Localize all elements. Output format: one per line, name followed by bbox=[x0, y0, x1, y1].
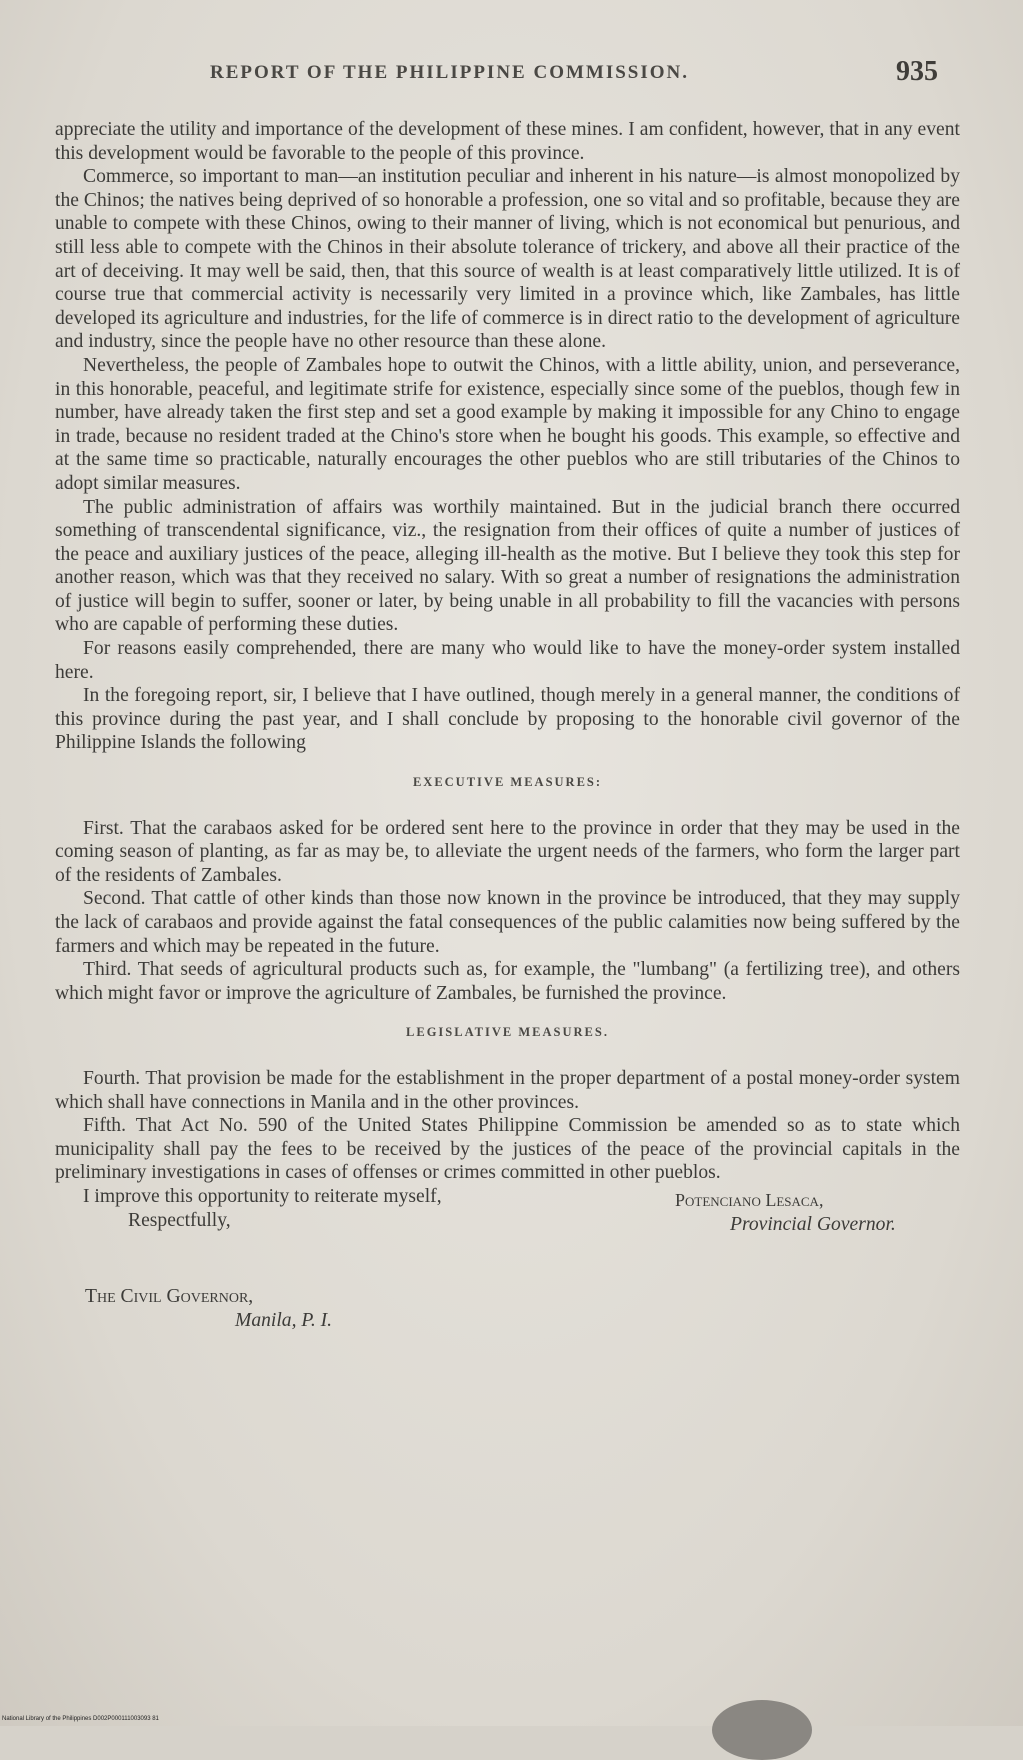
measure-item: Fifth. That Act No. 590 of the United States Philippine Commission be amended so as to state which municipality shall pay the fees to be received by the justices of the peace of the provincial capitals in the preliminary investigations in cases of offenses or crimes committed in other pueblos. bbox=[55, 1115, 960, 1184]
measure-item: Fourth. That provision be made for the establishment in the proper department of a postal money-order system which shall have connections in Manila and in the other provinces. bbox=[55, 1067, 960, 1113]
body-text bbox=[55, 118, 960, 1331]
running-header: REPORT OF THE PHILIPPINE COMMISSION. bbox=[210, 62, 690, 83]
page-number: 935 bbox=[896, 56, 938, 87]
measure-item: Third. That seeds of agricultural products such as, for example, the "lumbang" (a fertilizing tree), and others which might favor or improve the agriculture of Zambales, be furnished the province. bbox=[55, 959, 960, 1004]
signature bbox=[675, 1189, 995, 1236]
legislative-measures-heading: LEGISLATIVE MEASURES. bbox=[406, 1025, 609, 1040]
paragraph: Nevertheless, the people of Zambales hope to outwit the Chinos, with a little ability, union, and perseverance, in this honorable, peaceful, and legitimate strife for existence, especially since some of the pueblos, though few in number, have already taken the first step and set a good example by making it impossible for any Chino to engage in trade, because no resident traded at the Chino's store when he bought his goods. This example, so effective and at the same time so practicable, naturally encourages the other pueblos who are still tributaries of the Chinos to adopt similar measures. bbox=[55, 354, 960, 494]
closing-salutation: Respectfully, bbox=[128, 1209, 231, 1231]
paragraph: The public administration of affairs was worthily maintained. But in the judicial branch there occurred something of transcendental significance, viz., the resignation from their offices of quite a number of justices of the peace and auxiliary justices of the peace, alleging ill-health as the motive. But I believe they took this step for another reason, which was that they received no salary. With so great a number of resignations the administration of justice will begin to suffer, sooner or later, by being unable in all probability to fill the vacancies with persons who are capable of performing these duties. bbox=[55, 496, 960, 636]
paragraph: Commerce, so important to man—an institution peculiar and inherent in his nature—is almost monopolized by the Chinos; the natives being deprived of so honorable a profession, one so vital and so profitable, because they are unable to compete with these Chinos, owing to their manner of living, which is not economical but penurious, and still less able to compete with the Chinos in their absolute tolerance of trickery, and above all their practice of the art of deceiving. It may well be said, then, that this source of wealth is at least comparatively little utilized. It is of course true that commercial activity is necessarily very limited in a province which, like Zambales, has little developed its agriculture and industries, for the life of commerce is in direct ratio to the development of agriculture and industry, since the people have no other resource than these alone. bbox=[55, 166, 960, 353]
paragraph: appreciate the utility and importance of the development of these mines. I am confident, however, that in any event this development would be favorable to the people of this province. bbox=[55, 119, 960, 164]
closing bbox=[83, 1185, 603, 1232]
executive-measures-heading: EXECUTIVE MEASURES: bbox=[412, 775, 603, 790]
addressee bbox=[85, 1285, 505, 1332]
paragraph: For reasons easily comprehended, there are many who would like to have the money-order system installed here. bbox=[55, 638, 960, 683]
scanner-shadow bbox=[712, 1700, 812, 1760]
addressee-place: Manila, P. I. bbox=[235, 1309, 333, 1331]
measure-item: Second. That cattle of other kinds than those now known in the province be introduced, that they may supply the lack of carabaos and provide against the fatal consequences of the public calamities now being suffered by the farmers and which may be repeated in the future. bbox=[55, 888, 960, 957]
scan-footer: National Library of the Philippines D002P000111003093 81 bbox=[2, 1716, 159, 1722]
paragraph: In the foregoing report, sir, I believe that I have outlined, though merely in a general manner, the conditions of this province during the past year, and I shall conclude by proposing to the honorable civil governor of the Philippine Islands the following bbox=[55, 685, 960, 754]
signatory-title: Provincial Governor. bbox=[730, 1213, 896, 1235]
addressee-name: The Civil Governor, bbox=[85, 1285, 254, 1307]
measure-item: First. That the carabaos asked for be ordered sent here to the province in order that they may be used in the coming season of planting, as far as may be, to alleviate the urgent needs of the farmers, who form the larger part of the residents of Zambales. bbox=[55, 817, 960, 886]
signatory-name: Potenciano Lesaca, bbox=[675, 1189, 824, 1210]
signature-block bbox=[55, 1185, 960, 1331]
closing-line: I improve this opportunity to reiterate myself, bbox=[83, 1185, 442, 1207]
